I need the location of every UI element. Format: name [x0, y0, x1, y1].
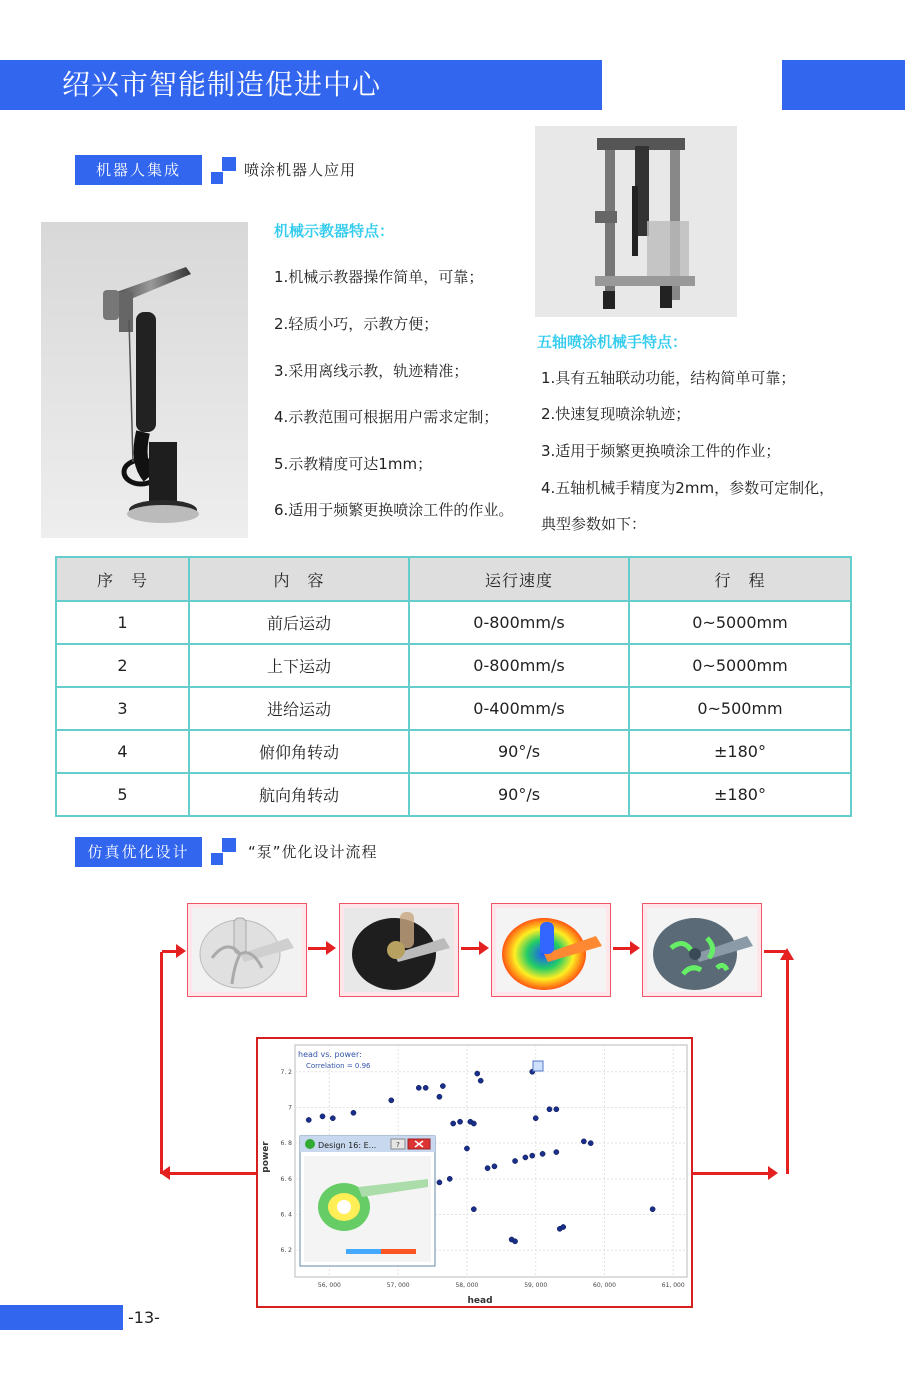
- table-header-cell: 内 容: [189, 557, 409, 601]
- x-tick-label: 58, 000: [455, 1282, 479, 1289]
- y-tick-label: 7. 2: [280, 1068, 292, 1076]
- five-axis-feature: 典型参数如下：: [541, 515, 647, 533]
- scatter-chart: [258, 1039, 691, 1306]
- table-row: [56, 730, 851, 773]
- help-icon: ?: [396, 1141, 400, 1149]
- section-square-icon: [222, 838, 236, 852]
- table-cell: 0-800mm/s: [409, 644, 629, 687]
- teach-pendant-feature: 3.采用离线示教，轨迹精准；: [274, 362, 469, 380]
- arrow-right-icon: [630, 941, 640, 955]
- scatter-point[interactable]: [512, 1239, 517, 1244]
- scatter-point[interactable]: [451, 1121, 456, 1126]
- scatter-point[interactable]: [523, 1155, 528, 1160]
- table-cell: 3: [56, 687, 189, 730]
- y-tick-label: 6. 4: [280, 1211, 292, 1219]
- x-tick-label: 59, 000: [524, 1282, 548, 1289]
- x-tick-label: 61, 000: [661, 1282, 685, 1289]
- scatter-point[interactable]: [437, 1180, 442, 1185]
- y-tick-label: 6. 8: [280, 1140, 292, 1148]
- table-cell: 0~5000mm: [629, 601, 851, 644]
- chart-annotation: Correlation = 0.96: [306, 1062, 371, 1070]
- section-square-icon: [211, 853, 223, 865]
- scatter-point[interactable]: [440, 1083, 445, 1088]
- five-axis-feature: 2.快速复现喷涂轨迹；: [541, 405, 691, 423]
- y-axis-label: power: [261, 1141, 271, 1173]
- flow-arrow-line: [461, 947, 481, 950]
- arrow-left-icon: [160, 1166, 170, 1180]
- scatter-point[interactable]: [533, 1116, 538, 1121]
- x-tick-label: 57, 000: [386, 1282, 410, 1289]
- section-tag-simulation: 仿真优化设计: [75, 837, 202, 867]
- scatter-point[interactable]: [478, 1078, 483, 1083]
- spec-table: [55, 556, 852, 817]
- table-row: [56, 687, 851, 730]
- table-cell: 航向角转动: [189, 773, 409, 816]
- table-cell: 0-800mm/s: [409, 601, 629, 644]
- table-header-cell: 行 程: [629, 557, 851, 601]
- page-title: 绍兴市智能制造促进中心: [62, 68, 382, 101]
- scatter-point[interactable]: [471, 1121, 476, 1126]
- arrow-right-icon: [326, 941, 336, 955]
- table-cell: 俯仰角转动: [189, 730, 409, 773]
- table-cell: 0~5000mm: [629, 644, 851, 687]
- section-square-icon: [211, 172, 223, 184]
- loop-line-right-bottom: [693, 1172, 769, 1175]
- table-header-cell: 运行速度: [409, 557, 629, 601]
- flow-arrow-line: [308, 947, 328, 950]
- table-row: [56, 773, 851, 816]
- table-cell: 上下运动: [189, 644, 409, 687]
- table-cell: 90°/s: [409, 773, 629, 816]
- section-subtitle: 喷涂机器人应用: [244, 161, 357, 179]
- scatter-point[interactable]: [554, 1107, 559, 1112]
- scatter-point[interactable]: [351, 1110, 356, 1115]
- scatter-point[interactable]: [471, 1207, 476, 1212]
- teach-pendant-feature: 4.示教范围可根据用户需求定制；: [274, 408, 499, 426]
- table-cell: 1: [56, 601, 189, 644]
- table-cell: 2: [56, 644, 189, 687]
- scatter-point[interactable]: [650, 1207, 655, 1212]
- flow-step-result: [642, 903, 762, 997]
- scatter-point[interactable]: [447, 1176, 452, 1181]
- arrow-right-icon: [176, 944, 186, 958]
- table-header-cell: 序 号: [56, 557, 189, 601]
- scatter-point[interactable]: [547, 1107, 552, 1112]
- teach-pendant-photo: [41, 222, 248, 538]
- teach-pendant-feature: 1.机械示教器操作简单，可靠；: [274, 268, 484, 286]
- table-cell: 4: [56, 730, 189, 773]
- arrow-right-icon: [768, 1166, 778, 1180]
- section-subtitle: “泵”优化设计流程: [248, 843, 378, 861]
- loop-line-right: [786, 960, 789, 1174]
- scatter-chart-frame: [256, 1037, 693, 1308]
- loop-line-left-bottom: [170, 1172, 256, 1175]
- chart-title: head vs. power:: [298, 1050, 362, 1059]
- scatter-point[interactable]: [530, 1153, 535, 1158]
- scatter-point[interactable]: [554, 1149, 559, 1154]
- table-cell: ±180°: [629, 773, 851, 816]
- table-header-row: [56, 557, 851, 601]
- table-cell: 前后运动: [189, 601, 409, 644]
- scatter-point[interactable]: [540, 1151, 545, 1156]
- flow-step-simulation: [491, 903, 611, 997]
- five-axis-feature: 1.具有五轴联动功能，结构简单可靠；: [541, 369, 796, 387]
- scatter-point[interactable]: [464, 1146, 469, 1151]
- arrow-right-icon: [479, 941, 489, 955]
- scatter-point[interactable]: [512, 1158, 517, 1163]
- x-tick-label: 60, 000: [593, 1282, 616, 1289]
- scatter-point[interactable]: [588, 1141, 593, 1146]
- teach-pendant-feature: 5.示教精度可达1mm；: [274, 455, 433, 473]
- scatter-point[interactable]: [485, 1166, 490, 1171]
- scatter-point[interactable]: [581, 1139, 586, 1144]
- table-cell: 90°/s: [409, 730, 629, 773]
- table-cell: 5: [56, 773, 189, 816]
- table-cell: 进给运动: [189, 687, 409, 730]
- scatter-point[interactable]: [423, 1085, 428, 1090]
- x-tick-label: 56, 000: [317, 1282, 341, 1289]
- y-tick-label: 6. 2: [280, 1247, 292, 1255]
- page-number: -13-: [128, 1308, 160, 1327]
- table-row: [56, 644, 851, 687]
- scatter-point[interactable]: [389, 1098, 394, 1103]
- y-tick-label: 7: [288, 1104, 292, 1112]
- section-tag-robot-integration: 机器人集成: [75, 155, 202, 185]
- header-band-right: [782, 60, 905, 110]
- five-axis-feature: 4.五轴机械手精度为2mm，参数可定制化，: [541, 479, 835, 497]
- selected-point-highlight: [533, 1061, 543, 1071]
- section-square-icon: [222, 157, 236, 171]
- loop-line-left: [160, 952, 163, 1174]
- table-cell: 0~500mm: [629, 687, 851, 730]
- scatter-point[interactable]: [330, 1116, 335, 1121]
- footer-band: [0, 1305, 123, 1330]
- design-popup-window[interactable]: [300, 1136, 435, 1266]
- flow-step-mesh: [339, 903, 459, 997]
- popup-title: Design 16: E...: [318, 1141, 377, 1150]
- app-icon: [305, 1139, 315, 1149]
- x-axis-label: head: [467, 1296, 493, 1306]
- y-tick-label: 6. 6: [280, 1175, 292, 1183]
- scatter-point[interactable]: [492, 1164, 497, 1169]
- five-axis-features-title: 五轴喷涂机械手特点：: [537, 333, 688, 351]
- table-cell: ±180°: [629, 730, 851, 773]
- scatter-point[interactable]: [561, 1224, 566, 1229]
- teach-pendant-feature: 6.适用于频繁更换喷涂工件的作业。: [274, 501, 514, 519]
- scatter-point[interactable]: [416, 1085, 421, 1090]
- flow-step-geometry: [187, 903, 307, 997]
- scatter-point[interactable]: [320, 1114, 325, 1119]
- scatter-point[interactable]: [306, 1117, 311, 1122]
- five-axis-manipulator-photo: [535, 126, 737, 317]
- five-axis-feature: 3.适用于频繁更换喷涂工件的作业；: [541, 442, 781, 460]
- teach-pendant-feature: 2.轻质小巧，示教方便；: [274, 315, 439, 333]
- scatter-point[interactable]: [457, 1119, 462, 1124]
- scatter-point[interactable]: [437, 1094, 442, 1099]
- scatter-point[interactable]: [475, 1071, 480, 1076]
- teach-pendant-features-title: 机械示教器特点：: [274, 222, 395, 240]
- table-cell: 0-400mm/s: [409, 687, 629, 730]
- arrow-up-icon: [780, 948, 794, 960]
- table-row: [56, 601, 851, 644]
